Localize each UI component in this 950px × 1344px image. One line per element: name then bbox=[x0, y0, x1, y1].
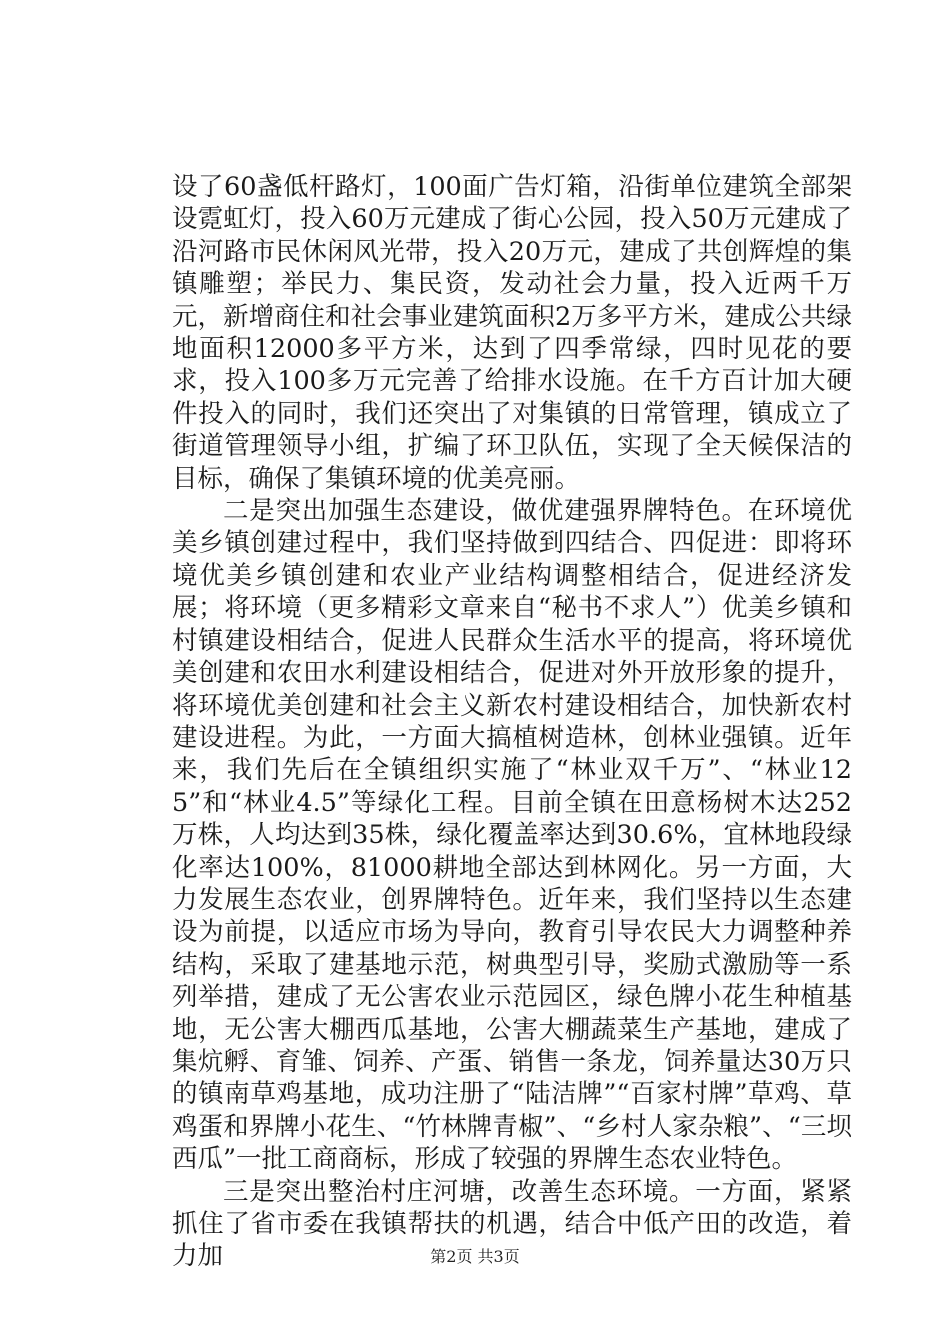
body-text bbox=[172, 171, 852, 1273]
paragraph-3: 三是突出整治村庄河塘，改善生态环境。一方面，紧紧抓住了省市委在我镇帮扶的机遇，结合中低产田的改造，着力加 bbox=[172, 1176, 852, 1272]
paragraph-1: 设了60盏低杆路灯，100面广告灯箱，沿街单位建筑全部架设霓虹灯，投入60万元建成了街心公园，投入50万元建成了沿河路市民休闲风光带，投入20万元，建成了共创辉煌的集镇雕塑；举民力、集民资，发动社会力量，投入近两千万元，新增商住和社会事业建筑面积2万多平方米，建成公共绿地面积12000多平方米，达到了四季常绿，四时见花的要求，投入100多万元完善了给排水设施。在千方百计加大硬件投入的同时，我们还突出了对集镇的日常管理，镇成立了街道管理领导小组，扩编了环卫队伍，实现了全天候保洁的目标，确保了集镇环境的优美亮丽。 bbox=[172, 172, 852, 494]
paragraph-2: 二是突出加强生态建设，做优建强界牌特色。在环境优美乡镇创建过程中，我们坚持做到四结合、四促进：即将环境优美乡镇创建和农业产业结构调整相结合，促进经济发展；将环境（更多精彩文章来自“秘书不求人”）优美乡镇和村镇建设相结合，促进人民群众生活水平的提高，将环境优美创建和农田水利建设相结合，促进对外开放形象的提升，将环境优美创建和社会主义新农村建设相结合，加快新农村建设进程。为此，一方面大搞植树造林，创林业强镇。近年来，我们先后在全镇组织实施了“林业双千万”、“林业125”和“林业4.5”等绿化工程。目前全镇在田意杨树木达252万株，人均达到35株，绿化覆盖率达到30.6%，宜林地段绿化率达100%，81000耕地全部达到林网化。另一方面，大力发展生态农业，创界牌特色。近年来，我们坚持以生态建设为前提，以适应市场为导向，教育引导农民大力调整种养结构，采取了建基地示范，树典型引导，奖励式激励等一系列举措，建成了无公害农业示范园区，绿色牌小花生种植基地，无公害大棚西瓜基地，公害大棚蔬菜生产基地，建成了集炕孵、育雏、饲养、产蛋、销售一条龙，饲养量达30万只的镇南草鸡基地，成功注册了“陆洁牌”“百家村牌”草鸡、草鸡蛋和界牌小花生、“竹林牌青椒”、“乡村人家杂粮”、“三坝西瓜”一批工商商标，形成了较强的界牌生态农业特色。 bbox=[172, 496, 852, 1175]
page-footer: 第2页 共3页 bbox=[430, 1247, 520, 1266]
